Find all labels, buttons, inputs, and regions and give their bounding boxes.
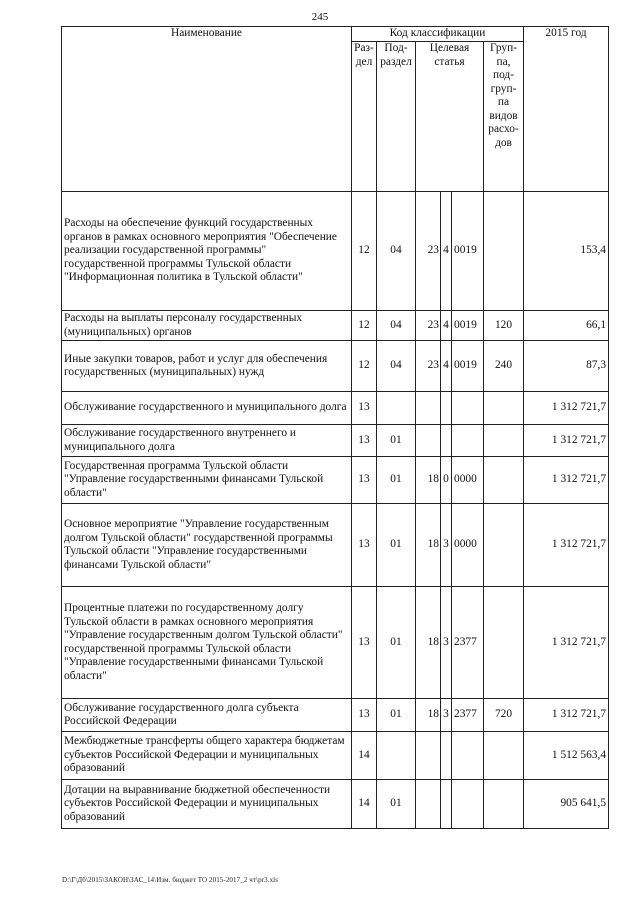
table-row xyxy=(62,587,609,699)
cell-name: Расходы на обеспечение функций государственных органов в рамках основного мероприятия "Обеспечение реализации государственной программы" государственной программы Тульской области "Информационная политика в Тульской области" xyxy=(62,192,352,311)
cell-cs3: 2377 xyxy=(452,699,484,732)
cell-cs2: 3 xyxy=(441,504,452,587)
cell-vr xyxy=(484,192,524,311)
cell-razdel: 13 xyxy=(352,392,377,425)
col-header-razdel: Раз- дел xyxy=(352,42,377,192)
cell-amount: 1 312 721,7 xyxy=(524,425,609,457)
col-header-classification: Код классификации xyxy=(352,27,524,42)
cell-cs1: 18 xyxy=(416,504,441,587)
cell-vr xyxy=(484,504,524,587)
cell-podrazdel: 04 xyxy=(377,341,416,392)
cell-vr: 720 xyxy=(484,699,524,732)
cell-amount: 66,1 xyxy=(524,311,609,341)
cell-cs1: 18 xyxy=(416,699,441,732)
cell-cs1 xyxy=(416,392,441,425)
table-body xyxy=(62,192,609,829)
col-header-name: Наименование xyxy=(62,27,352,192)
cell-name: Расходы на выплаты персоналу государственных (муниципальных) органов xyxy=(62,311,352,341)
cell-podrazdel: 04 xyxy=(377,192,416,311)
cell-cs3: 0019 xyxy=(452,341,484,392)
cell-cs3: 0019 xyxy=(452,311,484,341)
cell-cs2: 4 xyxy=(441,341,452,392)
cell-amount: 87,3 xyxy=(524,341,609,392)
cell-cs3 xyxy=(452,732,484,780)
table-row xyxy=(62,311,609,341)
cell-vr: 240 xyxy=(484,341,524,392)
cell-razdel: 13 xyxy=(352,699,377,732)
cell-name: Основное мероприятие "Управление государственным долгом Тульской области" государственной программы Тульской области "Управление государственными финансами Тульской области" xyxy=(62,504,352,587)
col-header-podrazdel: Под- раздел xyxy=(377,42,416,192)
cell-podrazdel: 01 xyxy=(377,699,416,732)
cell-cs3: 0000 xyxy=(452,504,484,587)
cell-name: Дотации на выравнивание бюджетной обеспеченности субъектов Российской Федерации и муниципальных образований xyxy=(62,780,352,829)
cell-amount: 1 312 721,7 xyxy=(524,587,609,699)
table-row xyxy=(62,457,609,504)
cell-razdel: 14 xyxy=(352,780,377,829)
cell-cs3 xyxy=(452,425,484,457)
cell-vr xyxy=(484,780,524,829)
cell-cs2: 4 xyxy=(441,311,452,341)
cell-podrazdel: 01 xyxy=(377,587,416,699)
page-number: 245 xyxy=(311,11,329,23)
col-header-group: Груп- па, под- груп- па видов расхо- дов xyxy=(484,42,524,192)
cell-amount: 153,4 xyxy=(524,192,609,311)
cell-cs1 xyxy=(416,425,441,457)
cell-razdel: 13 xyxy=(352,504,377,587)
cell-cs3 xyxy=(452,780,484,829)
table-row xyxy=(62,192,609,311)
cell-razdel: 12 xyxy=(352,192,377,311)
cell-name: Обслуживание государственного и муниципального долга xyxy=(62,392,352,425)
table-row xyxy=(62,341,609,392)
cell-cs1: 23 xyxy=(416,311,441,341)
cell-cs1: 23 xyxy=(416,192,441,311)
cell-cs1 xyxy=(416,732,441,780)
cell-podrazdel: 01 xyxy=(377,780,416,829)
cell-cs3: 0019 xyxy=(452,192,484,311)
cell-amount: 1 512 563,4 xyxy=(524,732,609,780)
table-header xyxy=(62,27,609,192)
cell-amount: 1 312 721,7 xyxy=(524,392,609,425)
cell-vr xyxy=(484,587,524,699)
cell-razdel: 12 xyxy=(352,341,377,392)
cell-cs3: 2377 xyxy=(452,587,484,699)
cell-podrazdel xyxy=(377,732,416,780)
cell-vr: 120 xyxy=(484,311,524,341)
table-row xyxy=(62,392,609,425)
cell-cs3 xyxy=(452,392,484,425)
cell-name: Процентные платежи по государственному долгу Тульской области в рамках основного мероприятия "Управление государственным долгом Тульской области" государственной программы Тульской области "Управление государственными финансами Тульской области" xyxy=(62,587,352,699)
cell-cs2 xyxy=(441,425,452,457)
col-header-target: Целевая статья xyxy=(416,42,484,192)
cell-cs1 xyxy=(416,780,441,829)
cell-razdel: 12 xyxy=(352,311,377,341)
cell-razdel: 13 xyxy=(352,587,377,699)
cell-name: Обслуживание государственного внутреннего и муниципального долга xyxy=(62,425,352,457)
cell-vr xyxy=(484,425,524,457)
cell-name: Государственная программа Тульской области "Управление государственными финансами Тульской области" xyxy=(62,457,352,504)
cell-amount: 1 312 721,7 xyxy=(524,699,609,732)
cell-name: Межбюджетные трансферты общего характера бюджетам субъектов Российской Федерации и муниципальных образований xyxy=(62,732,352,780)
cell-razdel: 14 xyxy=(352,732,377,780)
cell-podrazdel: 01 xyxy=(377,457,416,504)
cell-podrazdel xyxy=(377,392,416,425)
cell-razdel: 13 xyxy=(352,457,377,504)
cell-vr xyxy=(484,457,524,504)
col-header-year: 2015 год xyxy=(524,27,609,192)
cell-cs2: 3 xyxy=(441,699,452,732)
cell-podrazdel: 04 xyxy=(377,311,416,341)
cell-cs1: 18 xyxy=(416,457,441,504)
cell-cs1: 18 xyxy=(416,587,441,699)
budget-table xyxy=(61,26,609,829)
cell-amount: 905 641,5 xyxy=(524,780,609,829)
cell-podrazdel: 01 xyxy=(377,504,416,587)
cell-cs2 xyxy=(441,732,452,780)
table-row xyxy=(62,504,609,587)
cell-cs2: 0 xyxy=(441,457,452,504)
table-row xyxy=(62,732,609,780)
table-row xyxy=(62,425,609,457)
cell-cs2: 4 xyxy=(441,192,452,311)
cell-vr xyxy=(484,732,524,780)
cell-cs1: 23 xyxy=(416,341,441,392)
file-path-footer: D:\Г\Дб\2015\ЗАКОН\ЗАС_14\Изм. бюджет ТО 2015-2017_2 чт\pr3.xls xyxy=(62,876,279,884)
cell-cs2 xyxy=(441,392,452,425)
cell-podrazdel: 01 xyxy=(377,425,416,457)
cell-amount: 1 312 721,7 xyxy=(524,457,609,504)
cell-razdel: 13 xyxy=(352,425,377,457)
cell-vr xyxy=(484,392,524,425)
cell-cs2 xyxy=(441,780,452,829)
cell-name: Иные закупки товаров, работ и услуг для обеспечения государственных (муниципальных) нужд xyxy=(62,341,352,392)
cell-name: Обслуживание государственного долга субъекта Российской Федерации xyxy=(62,699,352,732)
cell-cs3: 0000 xyxy=(452,457,484,504)
cell-amount: 1 312 721,7 xyxy=(524,504,609,587)
table-row xyxy=(62,780,609,829)
cell-cs2: 3 xyxy=(441,587,452,699)
table-row xyxy=(62,699,609,732)
